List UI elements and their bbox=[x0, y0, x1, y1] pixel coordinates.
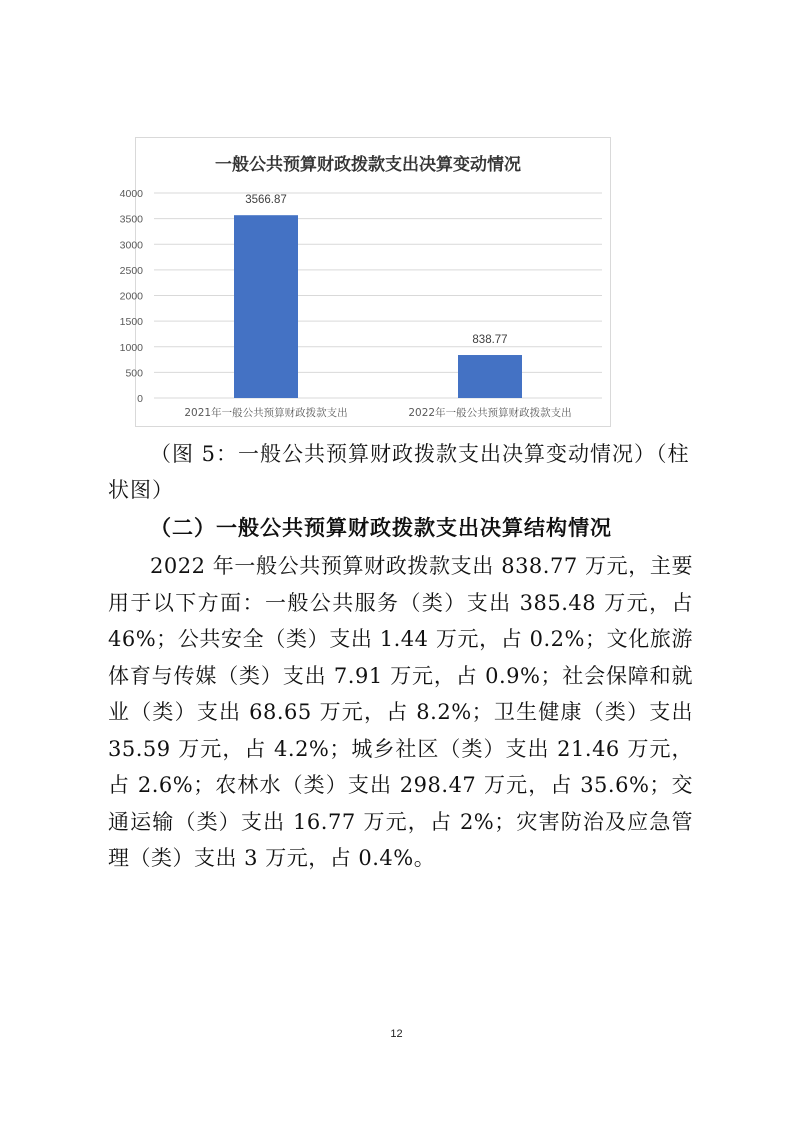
chart-canvas bbox=[119, 138, 610, 426]
y-tick-label: 500 bbox=[125, 367, 143, 380]
y-tick-label: 3000 bbox=[119, 239, 143, 252]
chart-title: 一般公共预算财政拨款支出决算变动情况 bbox=[215, 155, 521, 175]
section-heading: （二）一般公共预算财政拨款支出决算结构情况 bbox=[150, 515, 612, 540]
y-tick-label: 2500 bbox=[119, 264, 143, 277]
data-label: 3566.87 bbox=[245, 194, 287, 207]
y-tick-label: 2000 bbox=[119, 290, 143, 303]
y-tick-label: 1000 bbox=[119, 341, 143, 354]
bar bbox=[458, 355, 522, 398]
bar bbox=[234, 215, 298, 398]
y-tick-label: 4000 bbox=[119, 188, 143, 200]
body-paragraph: 2022 年一般公共预算财政拨款支出 838.77 万元，主要用于以下方面：一般公共服务（类）支出 385.48 万元，占 46%；公共安全（类）支出 1.44 万元，占 0.2%；文化旅游体育与传媒（类）支出 7.91 万元，占 0.9%；社会保障和就业（类）支出 68.65 万元，占 8.2%；卫生健康（类）支出 35.59 万元，占 4.2%；城乡社区（类）支出 21.46 万元，占 2.6%；农林水（类）支出 298.47 万元，占 35.6%；交通运输（类）支出 16.77 万元，占 2%；灾害防治及应急管理（类）支出 3 万元，占 0.4%。 bbox=[108, 554, 693, 870]
data-label: 838.77 bbox=[472, 334, 508, 347]
y-tick-label: 3500 bbox=[119, 213, 143, 226]
bar-chart bbox=[119, 137, 611, 427]
y-tick-label: 1500 bbox=[119, 316, 143, 329]
x-tick-label: 2022年一般公共预算财政拨款支出 bbox=[408, 407, 572, 419]
x-tick-label: 2021年一般公共预算财政拨款支出 bbox=[184, 407, 348, 419]
page-number: 12 bbox=[390, 1028, 403, 1040]
y-tick-label: 0 bbox=[137, 393, 143, 405]
figure-caption: （图 5：一般公共预算财政拨款支出决算变动情况）（柱状图） bbox=[108, 442, 690, 502]
